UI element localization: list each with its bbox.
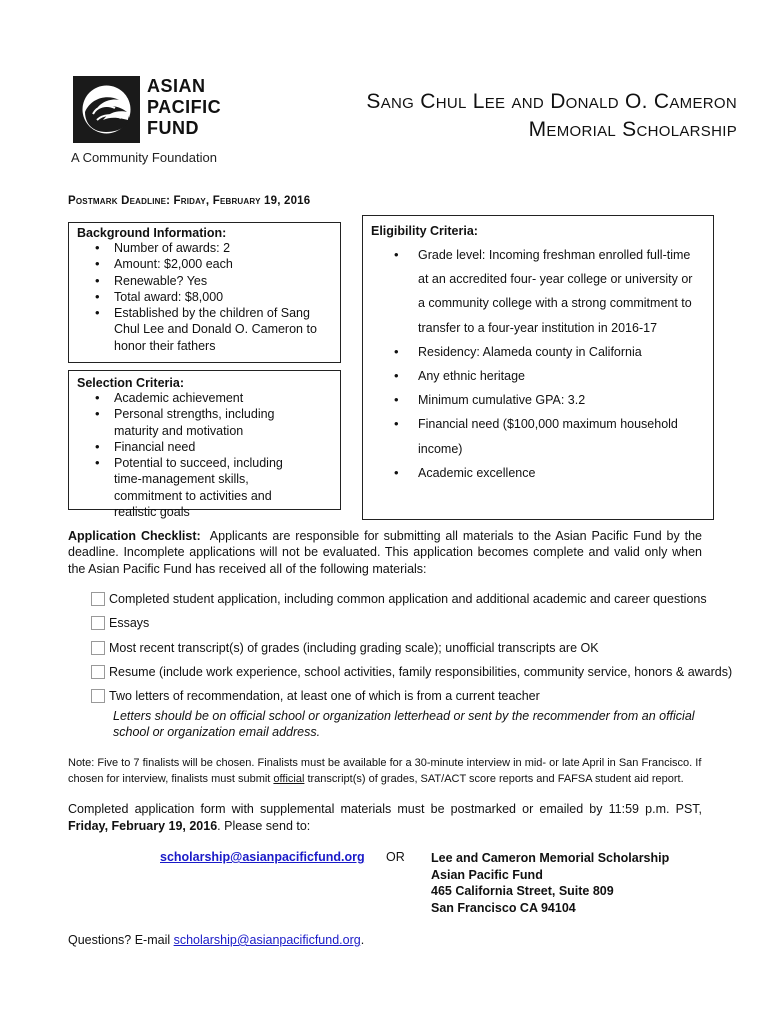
title-line-2: Memorial Scholarship [528,118,737,141]
email-link[interactable] [160,850,365,864]
address-line: Lee and Cameron Memorial Scholarship [431,851,670,865]
list-item: • Total award: $8,000 [69,289,332,305]
checklist-item-label: Most recent transcript(s) of grades (including grading scale); unofficial transcripts are OK [109,641,599,655]
background-info-box [68,222,341,363]
questions-email-link[interactable]: scholarship@asianpacificfund.org [173,933,361,947]
checklist-label: Application Checklist: [68,529,201,543]
list-item: • Grade level: Incoming freshman enrolled full-time at an accredited four- year college or university or a community college with a strong commitment to transfer to a four-year institution in 2016-17 [363,243,693,340]
list-item: • Personal strengths, including maturity and motivation [69,406,312,439]
checkbox[interactable] [91,616,105,630]
mailing-address [431,850,669,916]
list-item: • Financial need ($100,000 maximum household income) [363,412,693,460]
selection-criteria-box [68,370,341,520]
questions-prefix: Questions? E-mail [68,933,174,947]
checklist-item-label: Completed student application, including common application and additional academic and career questions [109,592,707,606]
checklist-item-label: Essays [109,616,150,630]
selection-heading: Selection Criteria: [77,376,184,390]
list-item: • Financial need [69,439,312,455]
eligibility-heading: Eligibility Criteria: [371,224,478,238]
checkbox[interactable] [91,641,105,655]
completed-date: Friday, February 19, 2016 [68,819,218,833]
list-item: • Potential to succeed, including time-management skills, commitment to activities and realistic goals [69,455,312,520]
completed-text: Completed application form with supplemental materials must be postmarked or emailed by 11:59 p.m. PST, [68,802,702,816]
checklist-item[interactable] [91,641,599,655]
logo-line-1: ASIAN [147,76,206,96]
questions-line [68,933,364,947]
list-item: • Academic achievement [69,390,312,406]
letters-note: Letters should be on official school or organization letterhead or sent by the recommender from an official school or organization email address. [113,709,695,739]
wave-logo-icon [73,76,140,143]
logo-line-2: PACIFIC [147,97,222,117]
checklist-item[interactable] [91,665,732,679]
background-heading: Background Information: [77,226,227,240]
checklist-item-label: Resume (include work experience, school activities, family responsibilities, community service, honors & awards) [109,665,733,679]
submission-instructions [68,801,702,835]
logo-line-3: FUND [147,118,199,138]
list-item: • Renewable? Yes [69,273,332,289]
checklist-intro [68,528,702,577]
checkbox[interactable] [91,689,105,703]
page-title [366,88,737,144]
note-text-before: Note: Five to 7 finalists will be chosen. Finalists must be available for a 30-minute interview in mid- or late April in San Francisco. If chosen for interview, finalists must submit [68,757,702,785]
or-label: OR [386,850,405,864]
checkbox[interactable] [91,592,105,606]
scholarship-email-link[interactable]: scholarship@asianpacificfund.org [160,850,365,864]
list-item: • Amount: $2,000 each [69,256,332,272]
list-item: • Established by the children of Sang Chul Lee and Donald O. Cameron to honor their fathers [69,305,332,354]
list-item: • Number of awards: 2 [69,240,332,256]
address-line: Asian Pacific Fund [431,867,543,882]
questions-suffix: . [360,933,365,947]
finalist-note [68,756,704,787]
checklist-intro-text: Applicants are responsible for submitting all materials to the Asian Pacific Fund by the deadline. Incomplete applications will not be evaluated. This application becomes complete and valid only when the Asian Pacific Fund has received all of the following materials: [68,529,702,576]
checklist-item[interactable] [91,592,707,606]
eligibility-criteria-box [362,215,714,520]
list-item: • Minimum cumulative GPA: 3.2 [363,388,693,412]
postmark-deadline: Postmark Deadline: Friday, February 19, 2016 [68,195,311,207]
checklist-item[interactable] [91,689,540,703]
address-line: San Francisco CA 94104 [431,900,576,915]
note-underlined: official [273,772,305,785]
list-item: • Residency: Alameda county in California [363,340,693,364]
note-text-after: transcript(s) of grades, SAT/ACT score reports and FAFSA student aid report. [304,772,684,785]
title-line-1: Sang Chul Lee and Donald O. Cameron [366,90,737,113]
checklist-item[interactable] [91,616,149,630]
checklist-item-label: Two letters of recommendation, at least one of which is from a current teacher [109,689,540,703]
logo-tagline: A Community Foundation [71,150,217,165]
list-item: • Academic excellence [363,461,693,485]
address-line: 465 California Street, Suite 809 [431,884,614,898]
logo-emblem [73,76,140,143]
logo-wordmark [147,76,221,139]
completed-tail: . Please send to: [217,819,311,833]
list-item: • Any ethnic heritage [363,364,693,388]
checkbox[interactable] [91,665,105,679]
